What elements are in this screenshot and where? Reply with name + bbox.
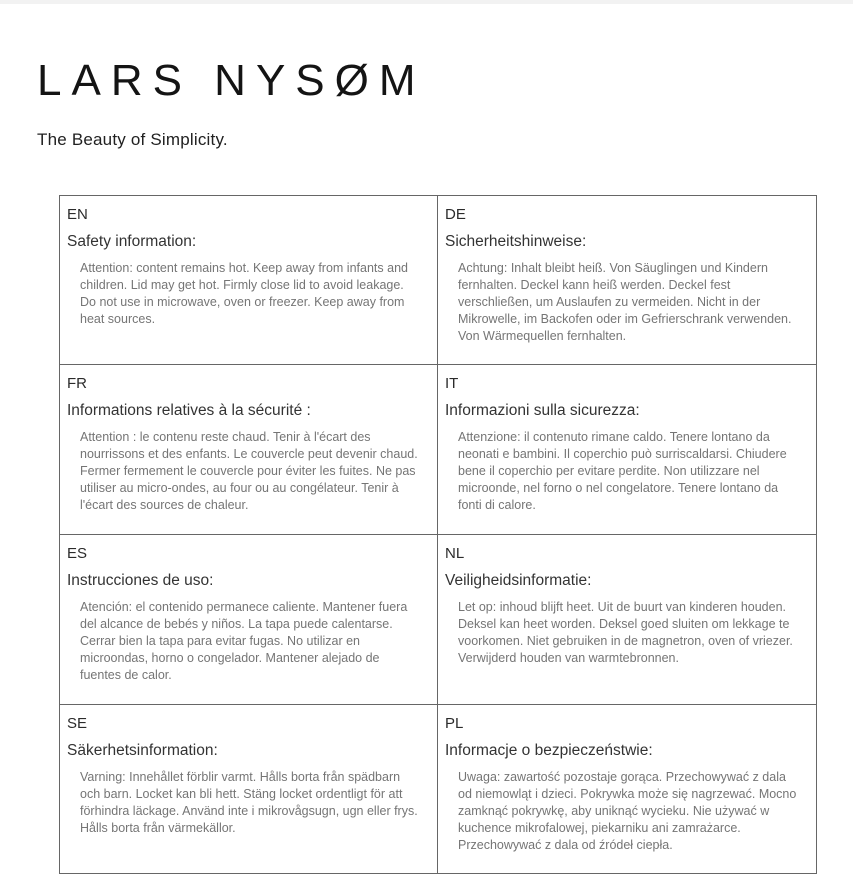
safety-text-it: Attenzione: il contenuto rimane caldo. Tenere lontano da neonati e bambini. Il coperchio può surriscaldarsi. Chiudere bene il coperchio per evitare perdite. Non utilizzare nel microonde, nel forno o nel congelatore. Tenere lontano da fonti di calore. — [458, 430, 787, 512]
table-cell-en — [60, 196, 438, 365]
safety-text-es: Atención: el contenido permanece caliente. Mantener fuera del alcance de bebés y niños. La tapa puede calentarse. Cerrar bien la tapa para evitar fugas. No utilizar en microondas, horno o congelador. Mantener alejado de fuentes de calor. — [80, 600, 408, 682]
section-heading-fr: Informations relatives à la sécurité : — [67, 402, 311, 419]
section-heading-pl: Informacje o bezpieczeństwie: — [445, 742, 653, 759]
section-heading-it: Informazioni sulla sicurezza: — [445, 402, 640, 419]
section-heading-es: Instrucciones de uso: — [67, 572, 214, 589]
language-code-pl: PL — [445, 715, 464, 732]
language-code-de: DE — [445, 206, 466, 223]
top-strip — [0, 0, 853, 4]
table-cell-pl — [438, 705, 816, 873]
language-code-es: ES — [67, 545, 88, 562]
language-code-se: SE — [67, 715, 88, 732]
brand-tagline: The Beauty of Simplicity. — [37, 130, 228, 149]
brand-header — [37, 56, 426, 150]
table-cell-nl — [438, 535, 816, 705]
table-cell-se — [60, 705, 438, 873]
safety-text-pl: Uwaga: zawartość pozostaje gorąca. Przechowywać z dala od niemowląt i dzieci. Pokrywka może się nagrzewać. Mocno zamknąć pokrywkę, aby uniknąć wycieku. Nie używać w kuchence mikrofalowej, piekarniku ani zamrażarce. Przechowywać z dala od źródeł ciepła. — [458, 770, 797, 852]
section-heading-se: Säkerhetsinformation: — [67, 742, 218, 759]
table-cell-fr — [60, 365, 438, 535]
safety-text-en: Attention: content remains hot. Keep away from infants and children. Lid may get hot. Firmly close lid to avoid leakage. Do not use in microwave, oven or freezer. Keep away from heat sources. — [80, 261, 408, 326]
language-code-nl: NL — [445, 545, 465, 562]
safety-text-de: Achtung: Inhalt bleibt heiß. Von Säuglingen und Kindern fernhalten. Deckel kann heiß werden. Deckel fest verschließen, um Auslaufen zu vermeiden. Nicht in der Mikrowelle, im Backofen oder im Gefrierschrank verwenden. Von Wärmequellen fernhalten. — [458, 261, 792, 343]
language-code-fr: FR — [67, 375, 87, 392]
safety-text-fr: Attention : le contenu reste chaud. Tenir à l'écart des nourrissons et des enfants. Le couvercle peut devenir chaud. Fermer fermement le couvercle pour éviter les fuites. Ne pas utiliser au micro-ondes, au four ou au congélateur. Tenir à l'écart des sources de chaleur. — [80, 430, 418, 512]
safety-text-nl: Let op: inhoud blijft heet. Uit de buurt van kinderen houden. Deksel kan heet worden. Deksel goed sluiten om lekkage te voorkomen. Niet gebruiken in de magnetron, oven of vriezer. Verwijderd houden van warmtebronnen. — [458, 600, 793, 665]
section-heading-de: Sicherheitshinweise: — [445, 233, 587, 250]
language-code-it: IT — [445, 375, 459, 392]
brand-logo: LARS NYSØM — [37, 56, 426, 105]
safety-text-se: Varning: Innehållet förblir varmt. Hålls borta från spädbarn och barn. Locket kan bli hett. Stäng locket ordentligt för att förhindra läckage. Använd inte i mikrovågsugn, ugn eller frys. Hålls borta från värmekällor. — [80, 770, 418, 835]
safety-information-table — [59, 195, 817, 874]
section-heading-nl: Veiligheidsinformatie: — [445, 572, 592, 589]
table-cell-de — [438, 196, 816, 365]
language-code-en: EN — [67, 206, 88, 223]
table-cell-es — [60, 535, 438, 705]
section-heading-en: Safety information: — [67, 233, 197, 250]
table-cell-it — [438, 365, 816, 535]
